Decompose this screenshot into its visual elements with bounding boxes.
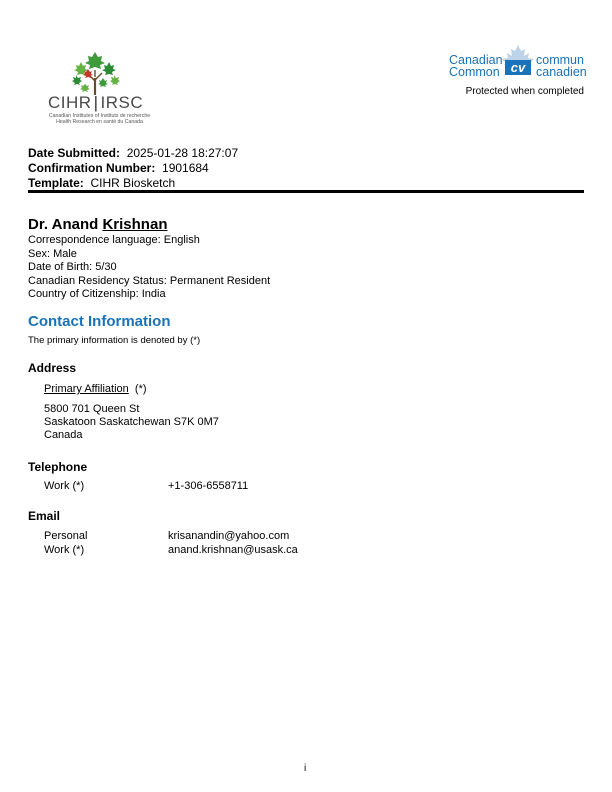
- address-line: 5800 701 Queen St: [44, 403, 140, 415]
- correspondence-language: Correspondence language: English: [28, 234, 200, 246]
- telephone-number: +1-306-6558711: [168, 480, 249, 492]
- primary-info-note: The primary information is denoted by (*): [28, 335, 201, 346]
- ccv-logo: Canadian Common cv commun canadien: [446, 44, 586, 84]
- telephone-heading: Telephone: [28, 460, 88, 474]
- telephone-type: Work (*): [44, 480, 85, 492]
- email-address: krisanandin@yahoo.com: [168, 530, 290, 542]
- email-heading: Email: [28, 509, 61, 523]
- citizenship: Country of Citizenship: India: [28, 288, 166, 300]
- residency-status: Canadian Residency Status: Permanent Resident: [28, 275, 271, 287]
- email-type: Work (*): [44, 544, 85, 556]
- cihr-wordmark: CIHR | IRSC: [48, 93, 144, 112]
- primary-affiliation: Primary Affiliation (*): [44, 383, 147, 395]
- person-name: Dr. Anand Krishnan: [28, 216, 168, 233]
- address-line: Saskatoon Saskatchewan S7K 0M7: [44, 416, 219, 428]
- cihr-logo: [30, 46, 165, 128]
- contact-info-heading: Contact Information: [28, 313, 171, 330]
- svg-text:cv: cv: [510, 60, 526, 75]
- email-address: anand.krishnan@usask.ca: [168, 544, 298, 556]
- confirmation-number: Confirmation Number: 1901684: [28, 161, 209, 175]
- cihr-subtitle: Canadian Institutes of Instituts de recherche Health Research en santé du Canada: [48, 113, 151, 125]
- protected-label: Protected when completed: [465, 86, 584, 97]
- sex: Sex: Male: [28, 248, 77, 260]
- address-heading: Address: [28, 361, 77, 375]
- header-divider: [28, 190, 584, 193]
- address-line: Canada: [44, 429, 83, 441]
- date-submitted: Date Submitted: 2025-01-28 18:27:07: [28, 146, 239, 160]
- email-type: Personal: [44, 530, 88, 542]
- page-number: i: [304, 763, 307, 774]
- maple-tree-icon: [68, 48, 122, 96]
- template-name: Template: CIHR Biosketch: [28, 176, 176, 190]
- date-of-birth: Date of Birth: 5/30: [28, 261, 117, 273]
- ccv-maple-leaf-icon: [501, 44, 535, 80]
